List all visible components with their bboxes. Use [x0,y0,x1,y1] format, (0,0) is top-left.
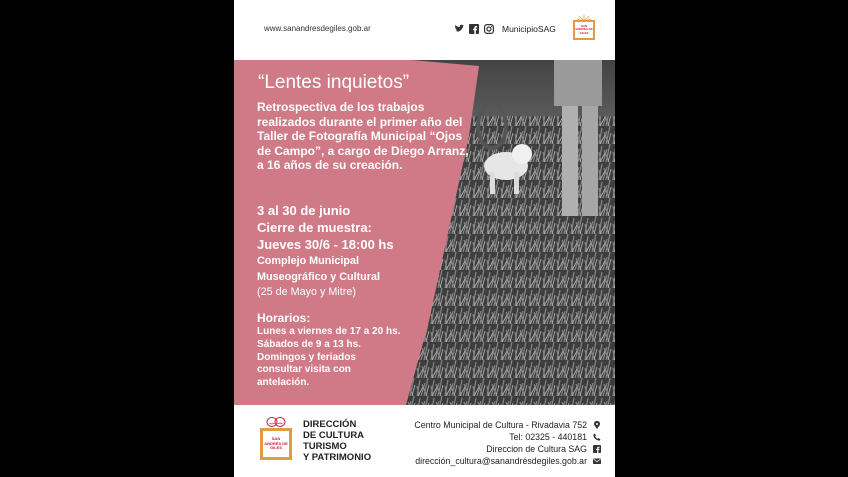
contact-address-text: Centro Municipal de Cultura - Rivadavia 752 [414,420,587,430]
venue-line1: Complejo Municipal [257,255,359,267]
hours-line: consultar visita con [257,364,351,376]
site-url[interactable]: www.sanandresdegiles.gob.ar [264,24,371,33]
event-dates: 3 al 30 de junio [257,203,351,218]
instagram-icon[interactable] [484,24,494,34]
social-handle[interactable]: MunicipioSAG [502,24,556,34]
envelope-icon [593,457,601,465]
hours-title: Horarios: [257,311,311,325]
sun-rays-icon [576,14,592,21]
header [234,0,615,60]
contact-address [414,419,601,431]
twitter-icon[interactable] [454,24,464,34]
footer [234,405,615,477]
location-pin-icon [593,421,601,429]
hours-line: Sábados de 9 a 13 hs. [257,338,361,350]
contact-email [414,455,601,467]
contact-email-text[interactable]: dirección_cultura@sanandrésdegiles.gob.ar [415,456,587,466]
facebook-icon[interactable] [469,24,479,34]
event-dates-block [257,202,394,253]
logo-box: SAN ANDRÉS DE GILES [573,20,595,40]
venue-line2: Museográfico y Cultural [257,270,380,283]
event-title: “Lentes inquietos” [258,72,410,93]
hours-line: Lunes a viernes de 17 a 20 hs. [257,326,401,337]
venue-address: (25 de Mayo y Mitre) [257,286,357,298]
event-poster [234,0,615,477]
facebook-icon [593,445,601,453]
department-line: TURISMO [303,441,347,452]
culture-logo [259,417,293,461]
department-line: Y PATRIMONIO [303,452,372,463]
department-line: DIRECCIÓN [303,419,357,430]
contact-info [414,419,601,467]
hours-block [257,311,400,390]
closing-date: Jueves 30/6 - 18:00 hs [257,237,394,252]
municipality-logo [571,14,597,48]
contact-phone [414,431,601,443]
event-description: Retrospectiva de los trabajos realizados durante el primer año del Taller de Fotografía Municipal “Ojos de Campo”, a cargo de Diego Arranz, a 16 años de su creación. [257,100,469,173]
department-name [303,419,371,463]
social-bar [454,24,556,34]
hours-line: Domingos y feriados [257,351,356,363]
contact-phone-text[interactable]: Tel: 02325 - 440181 [509,432,587,442]
contact-facebook-text[interactable]: Direccion de Cultura SAG [486,444,587,454]
department-line: DE CULTURA [303,430,365,441]
closing-label: Cierre de muestra: [257,220,372,235]
theater-masks-icon [266,417,286,427]
hours-line: antelación. [257,377,310,389]
venue-block [257,254,380,301]
contact-facebook [414,443,601,455]
phone-icon [593,433,601,441]
culture-logo-box: SAN ANDRÉS DE GILES [260,428,292,460]
